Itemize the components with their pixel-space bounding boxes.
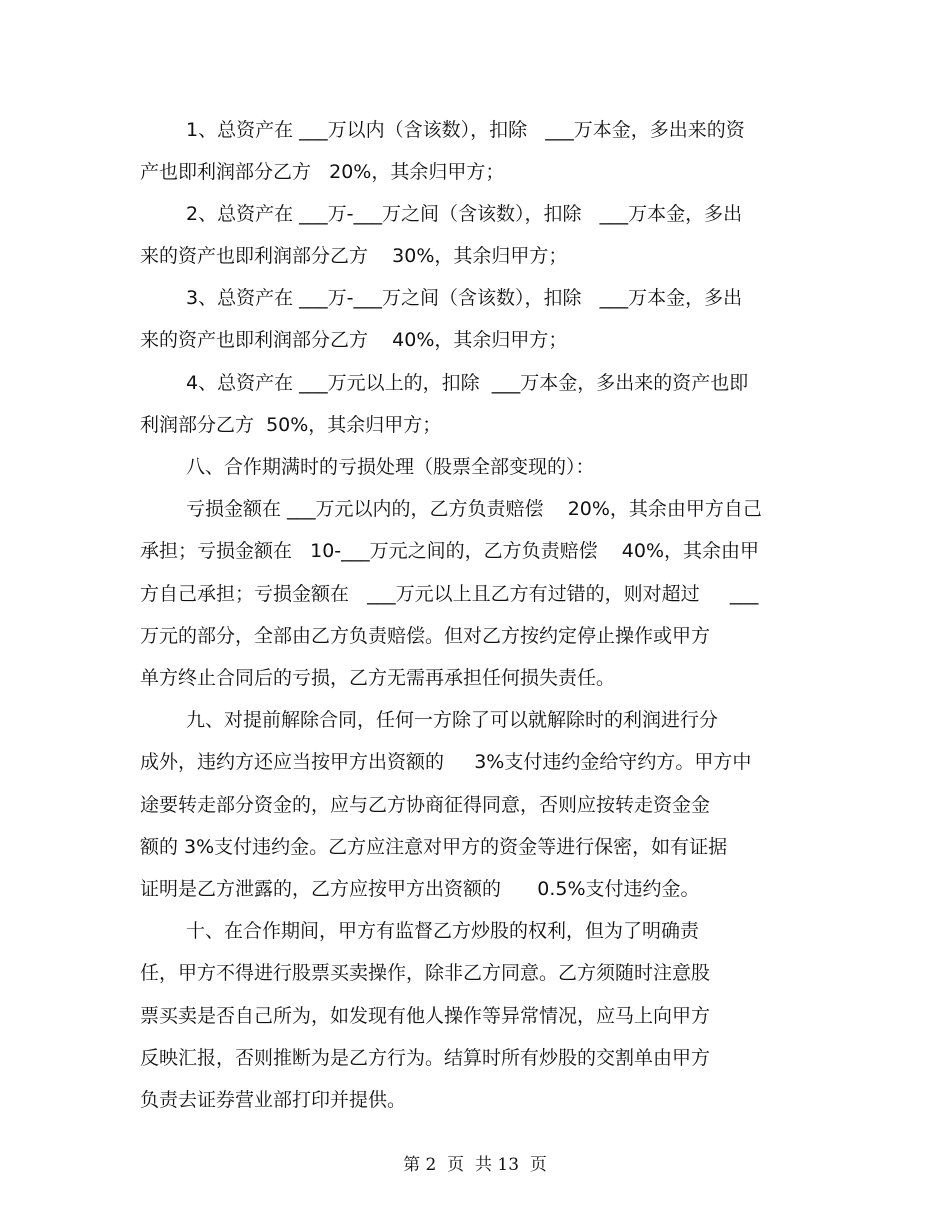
paragraph-line: 成外，违约方还应当按甲方出资额的 3%支付违约金给守约方。甲方中 bbox=[140, 751, 752, 773]
paragraph-line: 负责去证券营业部打印并提供。 bbox=[140, 1089, 407, 1111]
paragraph-line: 证明是乙方泄露的，乙方应按甲方出资额的 0.5%支付违约金。 bbox=[140, 878, 700, 900]
paragraph-line: 来的资产也即利润部分乙方 40%，其余归甲方； bbox=[140, 329, 568, 351]
paragraph-line: 万元的部分，全部由乙方负责赔偿。但对乙方按约定停止操作或甲方 bbox=[140, 625, 711, 647]
paragraph-line: 4、总资产在 ___万元以上的，扣除 ___万本金，多出来的资产也即 bbox=[186, 372, 749, 394]
paragraph-line: 产也即利润部分乙方 20%，其余归甲方； bbox=[140, 161, 505, 183]
paragraph-line: 九、对提前解除合同，任何一方除了可以就解除时的利润进行分 bbox=[186, 709, 719, 731]
paragraph-line: 3、总资产在 ___万-___万之间（含该数），扣除 ___万本金，多出 bbox=[186, 287, 743, 309]
paragraph-line: 利润部分乙方 50%，其余归甲方； bbox=[140, 414, 442, 436]
paragraph-line: 来的资产也即利润部分乙方 30%，其余归甲方； bbox=[140, 245, 568, 267]
paragraph-line: 途要转走部分资金的，应与乙方协商征得同意，否则应按转走资金金 bbox=[140, 794, 711, 816]
paragraph-line: 1、总资产在 ___万以内（含该数），扣除 ___万本金，多出来的资 bbox=[186, 119, 745, 141]
paragraph-line: 反映汇报，否则推断为是乙方行为。结算时所有炒股的交割单由甲方 bbox=[140, 1047, 711, 1069]
paragraph-line: 十、在合作期间，甲方有监督乙方炒股的权利，但为了明确责 bbox=[186, 920, 700, 942]
paragraph-line: 单方终止合同后的亏损，乙方无需再承担任何损失责任。 bbox=[140, 667, 616, 689]
paragraph-line: 额的 3%支付违约金。乙方应注意对甲方的资金等进行保密，如有证据 bbox=[140, 836, 728, 858]
page-number-footer: 第 2 页 共 13 页 bbox=[403, 1155, 547, 1175]
paragraph-line: 票买卖是否自己所为，如发现有他人操作等异常情况，应马上向甲方 bbox=[140, 1005, 711, 1027]
paragraph-line: 任，甲方不得进行股票买卖操作，除非乙方同意。乙方须随时注意股 bbox=[140, 962, 711, 984]
paragraph-line: 承担；亏损金额在 10-___万元之间的，乙方负责赔偿 40%，其余由甲 bbox=[140, 540, 760, 562]
paragraph-line: 2、总资产在 ___万-___万之间（含该数），扣除 ___万本金，多出 bbox=[186, 203, 743, 225]
section-heading: 八、合作期满时的亏损处理（股票全部变现的）： bbox=[186, 456, 595, 478]
paragraph-line: 亏损金额在 ___万元以内的，乙方负责赔偿 20%，其余由甲方自己 bbox=[186, 498, 762, 520]
paragraph-line: 方自己承担；亏损金额在 ___万元以上且乙方有过错的，则对超过 ___ bbox=[140, 583, 759, 605]
